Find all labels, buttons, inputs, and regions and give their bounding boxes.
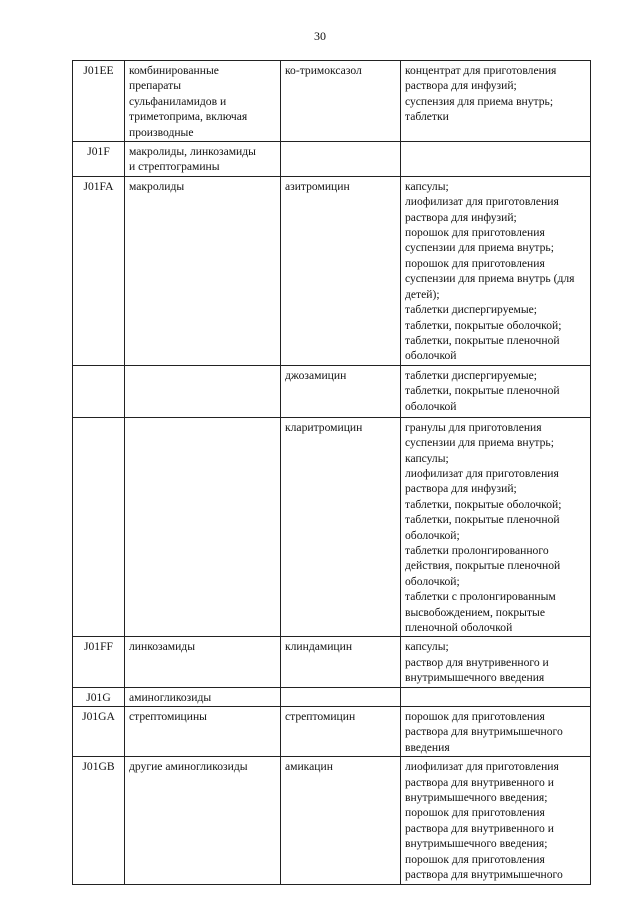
- dosage-forms-line: оболочкой;: [405, 574, 460, 588]
- dosage-forms-line: раствора для внутривенного и: [405, 775, 554, 789]
- dosage-forms-line: лиофилизат для приготовления: [405, 466, 559, 480]
- dosage-forms-line: суспензии для приема внутрь (для: [405, 272, 575, 286]
- dosage-forms-cell: [401, 637, 591, 687]
- dosage-forms-cell: [401, 757, 591, 884]
- dosage-forms-cell: [401, 417, 591, 637]
- dosage-forms-line: порошок для приготовления: [405, 226, 545, 240]
- atc-code-cell: [73, 61, 125, 142]
- dosage-forms-line: таблетки: [405, 110, 449, 124]
- atc-code-cell: [73, 417, 125, 637]
- dosage-forms-line: внутримышечного введения;: [405, 837, 548, 851]
- dosage-forms-line: капсулы;: [405, 451, 449, 465]
- dosage-forms-line: раствора для инфузий;: [405, 210, 517, 224]
- drug-name-cell: [281, 417, 401, 637]
- dosage-forms-line: капсулы;: [405, 640, 449, 654]
- dosage-forms-line: концентрат для приготовления: [405, 64, 557, 77]
- group-name-cell: [125, 687, 281, 706]
- dosage-forms-cell: [401, 365, 591, 417]
- drug-name-cell: [281, 707, 401, 757]
- group-name-cell: [125, 757, 281, 884]
- drug-name-line: кларитромицин: [285, 420, 363, 434]
- dosage-forms-line: раствора для внутримышечного: [405, 868, 563, 882]
- group-name-line: макролиды, линкозамиды: [129, 145, 256, 159]
- table-row: [73, 707, 591, 757]
- drug-name-cell: [281, 365, 401, 417]
- dosage-forms-line: таблетки пролонгированного: [405, 543, 549, 557]
- dosage-forms-line: порошок для приготовления: [405, 256, 545, 270]
- atc-code-text: J01G: [86, 690, 111, 704]
- group-name-line: и стрептограмины: [129, 160, 220, 174]
- atc-code-cell: [73, 142, 125, 177]
- dosage-forms-line: порошок для приготовления: [405, 710, 545, 724]
- group-name-line: стрептомицины: [129, 710, 207, 724]
- dosage-forms-line: внутримышечного введения: [405, 671, 545, 685]
- dosage-forms-cell: [401, 176, 591, 365]
- atc-code-cell: [73, 176, 125, 365]
- dosage-forms-line: пленочной оболочкой: [405, 621, 513, 634]
- dosage-forms-line: порошок для приготовления: [405, 852, 545, 866]
- dosage-forms-line: раствора для внутривенного и: [405, 821, 554, 835]
- dosage-forms-line: капсулы;: [405, 179, 449, 193]
- group-name-line: аминогликозиды: [129, 690, 212, 704]
- dosage-forms-line: лиофилизат для приготовления: [405, 195, 559, 209]
- dosage-forms-line: таблетки, покрытые пленочной: [405, 384, 560, 398]
- drug-name-cell: [281, 61, 401, 142]
- dosage-forms-line: оболочкой: [405, 399, 457, 413]
- table-row: [73, 687, 591, 706]
- table-row: [73, 417, 591, 637]
- dosage-forms-line: таблетки диспергируемые;: [405, 368, 537, 382]
- dosage-forms-line: раствора для инфузий;: [405, 482, 517, 496]
- atc-code-text: J01EE: [83, 64, 114, 77]
- atc-code-text: J01GA: [82, 710, 115, 724]
- group-name-line: производные: [129, 125, 194, 139]
- drug-name-cell: [281, 687, 401, 706]
- group-name-cell: [125, 61, 281, 142]
- atc-code-text: J01F: [87, 145, 110, 159]
- dosage-forms-line: таблетки, покрытые оболочкой;: [405, 318, 562, 332]
- dosage-forms-line: раствор для внутривенного и: [405, 655, 549, 669]
- drug-name-line: ко-тримоксазол: [285, 64, 362, 77]
- drug-name-cell: [281, 176, 401, 365]
- group-name-cell: [125, 417, 281, 637]
- atc-code-cell: [73, 637, 125, 687]
- drug-name-line: азитромицин: [285, 179, 350, 193]
- dosage-forms-line: детей);: [405, 287, 440, 301]
- table-row: [73, 757, 591, 884]
- dosage-forms-line: оболочкой: [405, 349, 457, 363]
- dosage-forms-line: высвобождением, покрытые: [405, 605, 545, 619]
- atc-code-text: J01FA: [83, 179, 114, 193]
- dosage-forms-cell: [401, 61, 591, 142]
- dosage-forms-line: таблетки, покрытые пленочной: [405, 513, 560, 527]
- drug-name-line: стрептомицин: [285, 710, 356, 724]
- dosage-forms-cell: [401, 707, 591, 757]
- dosage-forms-line: таблетки, покрытые оболочкой;: [405, 497, 562, 511]
- table-row: [73, 142, 591, 177]
- group-name-cell: [125, 707, 281, 757]
- dosage-forms-line: раствора для внутримышечного: [405, 725, 563, 739]
- group-name-cell: [125, 142, 281, 177]
- table-row: [73, 637, 591, 687]
- table-row: [73, 365, 591, 417]
- dosage-forms-line: суспензии для приема внутрь;: [405, 241, 554, 255]
- dosage-forms-line: гранулы для приготовления: [405, 420, 542, 434]
- drug-name-cell: [281, 142, 401, 177]
- drug-name-line: амикацин: [285, 760, 333, 774]
- dosage-forms-line: внутримышечного введения;: [405, 791, 548, 805]
- page-number: 30: [314, 29, 326, 43]
- group-name-cell: [125, 637, 281, 687]
- drug-name-cell: [281, 757, 401, 884]
- dosage-forms-line: таблетки, покрытые пленочной: [405, 333, 560, 347]
- dosage-forms-line: таблетки диспергируемые;: [405, 303, 537, 317]
- drug-name-line: клиндамицин: [285, 640, 353, 654]
- dosage-forms-cell: [401, 687, 591, 706]
- group-name-line: триметоприма, включая: [129, 110, 248, 124]
- dosage-forms-line: оболочкой;: [405, 528, 460, 542]
- group-name-cell: [125, 365, 281, 417]
- dosage-forms-line: суспензия для приема внутрь;: [405, 94, 554, 108]
- dosage-forms-line: таблетки с пролонгированным: [405, 590, 556, 604]
- group-name-line: другие аминогликозиды: [129, 760, 248, 774]
- dosage-forms-line: действия, покрытые пленочной: [405, 559, 561, 573]
- dosage-forms-cell: [401, 142, 591, 177]
- atc-code-text: J01GB: [82, 760, 115, 774]
- atc-code-cell: [73, 707, 125, 757]
- drug-name-line: джозамицин: [285, 368, 347, 382]
- group-name-line: макролиды: [129, 179, 185, 193]
- atc-code-text: J01FF: [83, 640, 113, 654]
- group-name-cell: [125, 176, 281, 365]
- dosage-forms-line: суспензии для приема внутрь;: [405, 436, 554, 450]
- group-name-line: линкозамиды: [129, 640, 195, 654]
- group-name-line: препараты: [129, 79, 181, 93]
- table-row: [73, 176, 591, 365]
- dosage-forms-line: лиофилизат для приготовления: [405, 760, 559, 774]
- atc-code-cell: [73, 687, 125, 706]
- dosage-forms-line: раствора для инфузий;: [405, 79, 517, 93]
- dosage-forms-line: порошок для приготовления: [405, 806, 545, 820]
- drug-classification-table: [72, 60, 591, 885]
- group-name-line: сульфаниламидов и: [129, 94, 227, 108]
- table-row: [73, 61, 591, 142]
- dosage-forms-line: введения: [405, 740, 450, 754]
- atc-code-cell: [73, 757, 125, 884]
- atc-code-cell: [73, 365, 125, 417]
- drug-name-cell: [281, 637, 401, 687]
- group-name-line: комбинированные: [129, 64, 219, 77]
